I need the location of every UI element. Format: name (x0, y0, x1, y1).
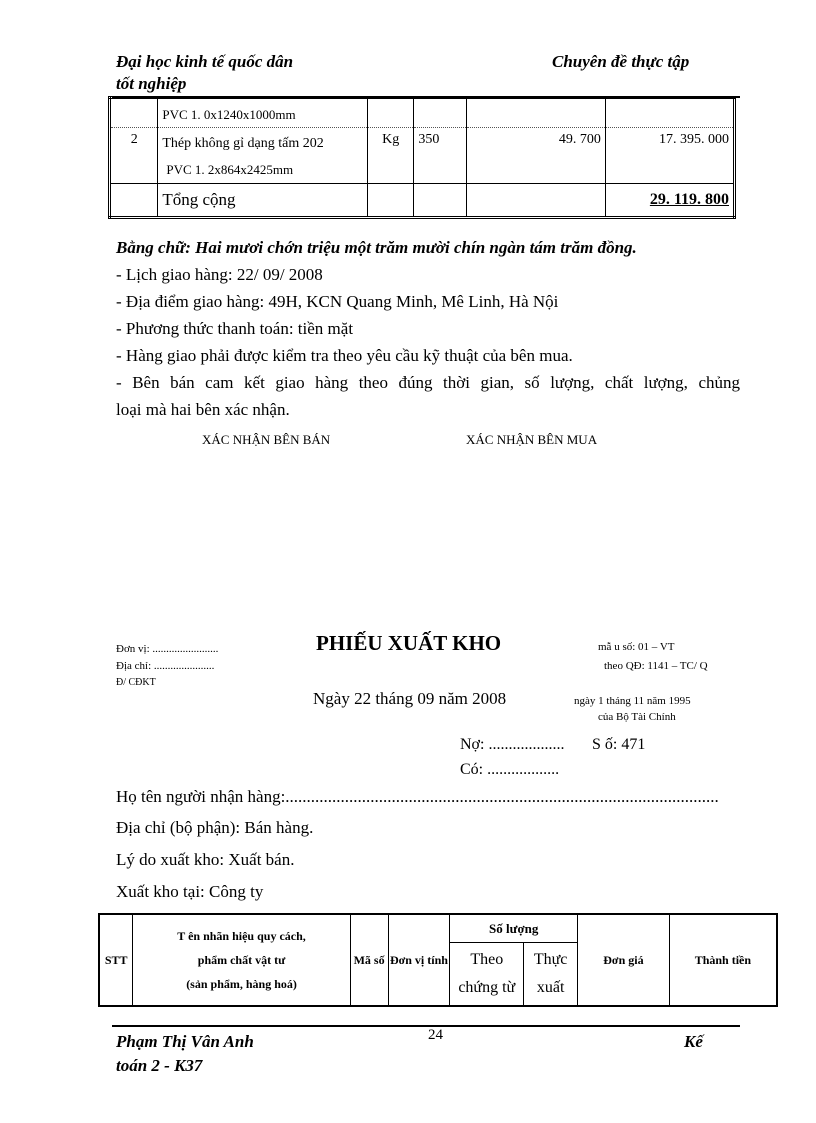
term-line: - Bên bán cam kết giao hàng theo đúng thời gian, số lượng, chất lượng, chủng (116, 373, 740, 392)
address-label: Địa chỉ: ...................... (116, 660, 215, 672)
col-price: Đơn giá (578, 914, 670, 1006)
receiver-name: Họ tên người nhận hàng:...................................................................................................... (116, 787, 719, 806)
unit-label: Đơn vị: ........................ (116, 643, 219, 655)
term-line: - Phương thức thanh toán: tiền mặt (116, 319, 354, 338)
col-stt: STT (99, 914, 133, 1006)
total-row (110, 184, 735, 218)
term-line: - Lịch giao hàng: 22/ 09/ 2008 (116, 265, 323, 284)
voucher-title: PHIẾU XUẤT KHO (316, 631, 502, 655)
col-code: Mã số (350, 914, 388, 1006)
voucher-table (98, 913, 778, 1007)
receiver-address: Địa chỉ (bộ phận): Bán hàng. (116, 818, 314, 837)
footer-right: Kế (684, 1032, 703, 1051)
voucher-number: S ố: 471 (592, 736, 646, 753)
col-unit: Đơn vị tính (388, 914, 450, 1006)
footer-rule (112, 1025, 740, 1027)
col-qty-actual: Thực xuất (524, 943, 578, 1006)
total-label: Tổng cộng (158, 184, 368, 218)
voucher-date: Ngày 22 tháng 09 năm 2008 (313, 689, 507, 708)
col-qty: Số lượng (450, 914, 578, 943)
table-row: 2 Thép không gỉ dạng tấm 202 Kg 350 49. 700 17. 395. 000 (110, 128, 735, 158)
footer-author: Phạm Thị Vân Anh (116, 1032, 254, 1051)
table-row: PVC 1. 2x864x2425mm (110, 158, 735, 184)
total-value: 29. 119. 800 (605, 184, 734, 218)
col-amount: Thành tiền (669, 914, 777, 1006)
export-warehouse: Xuất kho tại: Công ty (116, 882, 264, 901)
buyer-confirm: XÁC NHẬN BÊN MUA (466, 432, 598, 447)
credit-label: Có: .................. (460, 761, 560, 778)
form-number: mẫ u số: 01 – VT (598, 641, 675, 653)
term-line: loại mà hai bên xác nhận. (116, 400, 290, 419)
col-name: T ên nhãn hiệu quy cách, phẩm chất vật tư (sản phẩm, hàng hoá) (133, 914, 350, 1006)
term-line: - Hàng giao phải được kiểm tra theo yêu cầu kỹ thuật của bên mua. (116, 346, 573, 365)
table-row: PVC 1. 0x1240x1000mm (110, 98, 735, 128)
contract-terms (116, 261, 740, 423)
header-topic: Chuyên đề thực tập (552, 52, 690, 71)
dept-label: Đ/ CĐKT (116, 677, 156, 688)
footer-class: toán 2 - K37 (116, 1056, 203, 1075)
debit-label: Nợ: ................... (460, 736, 565, 753)
decision-number: theo QĐ: 1141 – TC/ Q (604, 660, 708, 672)
page-number: 24 (428, 1027, 443, 1043)
header-school: Đại học kinh tế quốc dân (116, 52, 294, 71)
ministry-label: của Bộ Tài Chính (598, 711, 676, 723)
amount-in-words: Bằng chữ: Hai mươi chớn triệu một trăm mười chín ngàn tám trăm đồng. (116, 238, 637, 257)
export-reason: Lý do xuất kho: Xuất bán. (116, 850, 295, 869)
decision-date: ngày 1 tháng 11 năm 1995 (574, 695, 691, 707)
term-line: - Địa điểm giao hàng: 49H, KCN Quang Minh, Mê Linh, Hà Nội (116, 292, 559, 311)
col-qty-doc: Theo chứng từ (450, 943, 524, 1006)
header-school-cont: tốt nghiệp (116, 74, 187, 93)
seller-confirm: XÁC NHẬN BÊN BÁN (202, 432, 331, 447)
goods-table (108, 96, 736, 219)
